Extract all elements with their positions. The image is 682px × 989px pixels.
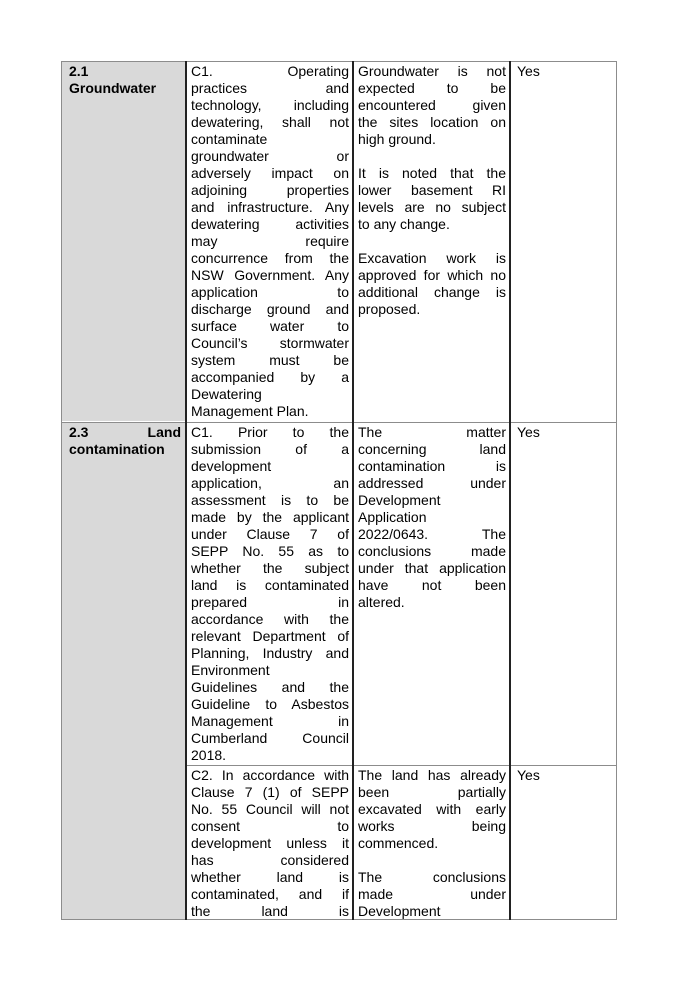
text-line: C2. In accordance with <box>191 767 349 783</box>
text-line: Management in <box>191 713 349 729</box>
text-line: may require <box>191 233 349 249</box>
text-line: lower basement RI <box>358 182 506 198</box>
text-line: contamination is <box>358 458 506 474</box>
text-line: commenced. <box>358 835 439 851</box>
text-line: concurrence from the <box>191 250 349 266</box>
text-line: whether the subject <box>191 560 349 576</box>
text-line: technology, including <box>191 97 349 113</box>
text-line: contamination <box>69 441 165 457</box>
text-line: additional change is <box>358 284 506 300</box>
text-line: works being <box>358 818 506 834</box>
text-line: the sites location on <box>358 114 506 130</box>
row-2-control-cell <box>187 423 352 764</box>
text-line: Dewatering <box>191 386 262 402</box>
text-line: been partially <box>358 784 506 800</box>
text-line: have not been <box>358 577 506 593</box>
text-line: development unless it <box>191 835 349 851</box>
text-line: relevant Department of <box>191 628 349 644</box>
text-line: consent to <box>191 818 349 834</box>
text-line: Groundwater <box>69 80 157 96</box>
text-line: SEPP No. 55 as to <box>191 543 349 559</box>
row-2-comment-cell <box>354 423 509 764</box>
text-line: encountered given <box>358 97 506 113</box>
text-line: made by the applicant <box>191 509 349 525</box>
text-line: Clause 7 (1) of SEPP <box>191 784 349 800</box>
text-line: 2022/0643. The <box>358 526 506 542</box>
text-line: altered. <box>358 594 405 610</box>
text-line: application to <box>191 284 349 300</box>
row-1-heading-cell <box>62 62 185 421</box>
text-line: conclusions made <box>358 543 506 559</box>
compliance-table <box>61 61 617 920</box>
text-line: approved for which no <box>358 267 506 283</box>
table-border-right <box>616 61 617 920</box>
row-1-comment-cell <box>354 62 509 421</box>
text-line: excavated with early <box>358 801 506 817</box>
text-line: practices and <box>191 80 349 96</box>
row-3-comment-cell <box>354 766 509 919</box>
row-3-complies-value: Yes <box>517 767 540 783</box>
text-line: C1. Prior to the <box>191 424 349 440</box>
row-3-control-cell <box>187 766 352 919</box>
text-line: 2.1 <box>69 63 89 79</box>
text-line: levels are no subject <box>358 199 506 215</box>
text-line: 2.3 Land <box>69 424 181 440</box>
text-line: contaminate <box>191 131 268 147</box>
row-2-complies-cell <box>511 423 616 764</box>
text-line: discharge ground and <box>191 301 349 317</box>
text-line: development <box>191 458 272 474</box>
text-line: Cumberland Council <box>191 730 349 746</box>
text-line: accompanied by a <box>191 369 349 385</box>
text-line: NSW Government. Any <box>191 267 349 283</box>
row-1-complies-value: Yes <box>517 63 540 79</box>
text-line: dewatering, shall not <box>191 114 349 130</box>
text-line: addressed under <box>358 475 506 491</box>
text-line: application, an <box>191 475 349 491</box>
text-line: dewatering activities <box>191 216 349 232</box>
row-2-complies-value: Yes <box>517 424 540 440</box>
text-line: contaminated, and if <box>191 886 349 902</box>
text-line: surface water to <box>191 318 349 334</box>
text-line: land is contaminated <box>191 577 349 593</box>
text-line: Excavation work is <box>358 250 506 266</box>
text-line: Application <box>358 509 427 525</box>
text-line: system must be <box>191 352 349 368</box>
text-line: submission of a <box>191 441 349 457</box>
text-line: The conclusions <box>358 869 506 885</box>
text-line: Guidelines and the <box>191 679 349 695</box>
text-line: Groundwater is not <box>358 63 506 79</box>
text-line: The matter <box>358 424 506 440</box>
row-1-complies-cell <box>511 62 616 421</box>
table-border-top <box>61 61 617 62</box>
text-line: under Clause 7 of <box>191 526 349 542</box>
text-line: accordance with the <box>191 611 349 627</box>
text-line: adjoining properties <box>191 182 349 198</box>
text-line: made under <box>358 886 506 902</box>
text-line: Environment <box>191 662 270 678</box>
table-border-left <box>61 61 62 920</box>
text-line: under that application <box>358 560 506 576</box>
text-line: has considered <box>191 852 349 868</box>
column-divider <box>185 61 187 920</box>
text-line: whether land is <box>191 869 349 885</box>
text-line: The land has already <box>358 767 506 783</box>
row-2-heading-cell <box>62 423 185 920</box>
text-line <box>358 148 506 165</box>
row-divider <box>61 422 617 423</box>
text-line <box>358 852 506 869</box>
row-1-control-cell <box>187 62 352 421</box>
text-line: expected to be <box>358 80 506 96</box>
text-line: high ground. <box>358 131 436 147</box>
text-line: proposed. <box>358 301 421 317</box>
text-line: C1. Operating <box>191 63 349 79</box>
text-line: Development <box>358 903 441 919</box>
text-line: It is noted that the <box>358 165 506 181</box>
text-line: Council’s stormwater <box>191 335 349 351</box>
text-line: 2018. <box>191 747 227 763</box>
text-line: prepared in <box>191 594 349 610</box>
text-line: and infrastructure. Any <box>191 199 349 215</box>
column-divider <box>509 61 511 920</box>
row-divider <box>186 765 617 766</box>
text-line: No. 55 Council will not <box>191 801 349 817</box>
row-3-complies-cell <box>511 766 616 919</box>
text-line: Development <box>358 492 441 508</box>
text-line: concerning land <box>358 441 506 457</box>
table-border-bottom <box>61 919 617 920</box>
text-line: assessment is to be <box>191 492 349 508</box>
text-line: groundwater or <box>191 148 349 164</box>
column-divider <box>352 61 354 920</box>
text-line: Management Plan. <box>191 403 309 419</box>
text-line: to any change. <box>358 216 450 232</box>
text-line: Guideline to Asbestos <box>191 696 349 712</box>
text-line: the land is <box>191 903 349 919</box>
text-line: adversely impact on <box>191 165 349 181</box>
text-line: Planning, Industry and <box>191 645 349 661</box>
text-line <box>358 233 506 250</box>
